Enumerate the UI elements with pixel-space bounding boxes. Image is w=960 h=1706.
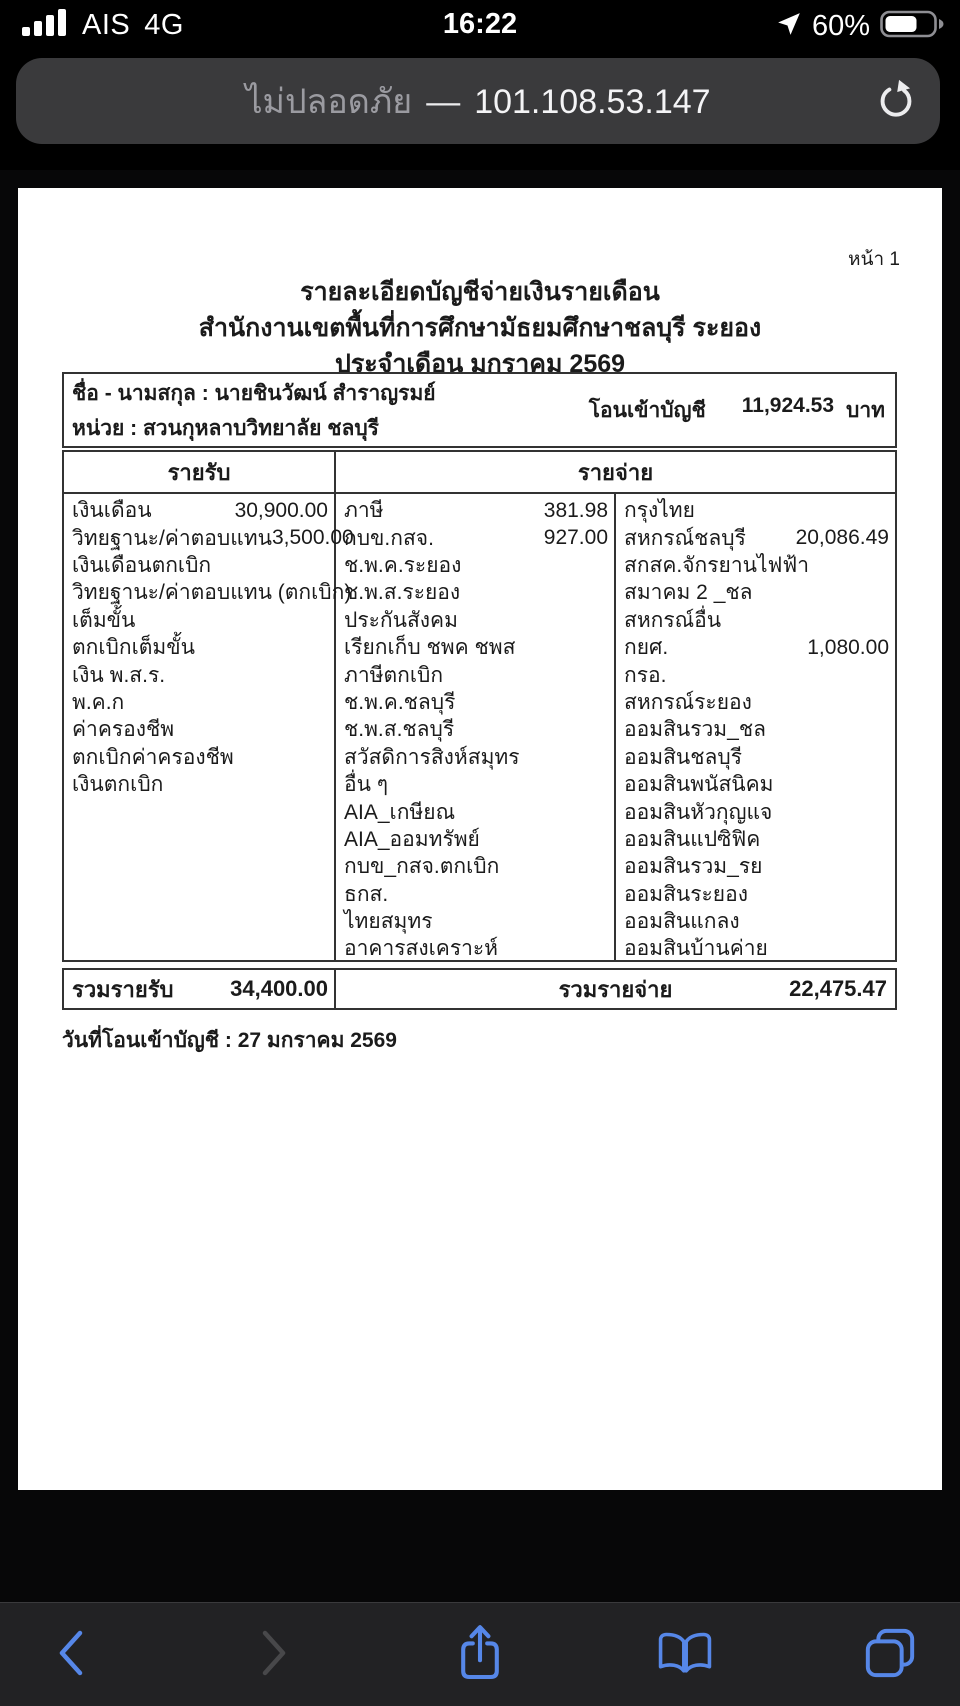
row-label: สวัสดิการสิงห์สมุทร — [344, 745, 520, 769]
row-label: ออมสินรวม_รย — [624, 855, 763, 879]
row-label: เงิน พ.ส.ร. — [72, 663, 166, 687]
table-header-row — [64, 452, 895, 494]
document-period: ประจำเดือน มกราคม 2569 — [334, 350, 626, 378]
row-amount: 3,500.00 — [271, 526, 354, 550]
payroll-table — [62, 450, 897, 962]
table-row — [336, 744, 614, 771]
carrier-label: AIS — [82, 9, 131, 41]
tabs-icon — [862, 1625, 918, 1684]
row-amount: 1,080.00 — [807, 635, 889, 659]
income-total-value: 34,400.00 — [230, 976, 328, 1001]
table-row — [336, 579, 614, 606]
reload-button[interactable] — [872, 77, 920, 125]
row-label: เต็มขั้น — [72, 608, 136, 632]
address-bar-region — [0, 48, 960, 170]
table-row — [336, 661, 614, 688]
table-row — [616, 524, 895, 551]
table-body — [64, 494, 895, 960]
table-row — [64, 552, 334, 579]
row-label: วิทยฐานะ/ค่าตอบแทน (ตกเบิก) — [72, 581, 352, 605]
row-label: ตกเบิกเต็มขั้น — [72, 636, 195, 660]
address-bar[interactable] — [16, 58, 940, 144]
table-row — [336, 880, 614, 907]
row-label: ธกส. — [344, 882, 389, 906]
back-icon — [52, 1627, 88, 1682]
table-row — [616, 744, 895, 771]
transfer-label: โอนเข้าบัญชี — [588, 398, 706, 422]
table-row — [336, 497, 614, 524]
address-text — [245, 74, 710, 128]
row-label: สหกรณ์ชลบุรี — [624, 526, 746, 550]
row-label: เงินตกเบิก — [72, 773, 164, 797]
share-icon — [457, 1623, 503, 1686]
table-row — [64, 524, 354, 551]
expense-total-label: รวมรายจ่าย — [558, 976, 673, 1002]
row-amount: 927.00 — [543, 526, 608, 550]
row-label: เรียกเก็บ ชพค ชพส — [344, 636, 516, 660]
page-number: หน้า 1 — [847, 249, 900, 270]
row-label: ภาษี — [344, 499, 384, 523]
expense-total-value: 22,475.47 — [789, 976, 887, 1001]
table-row — [64, 579, 352, 606]
reload-icon — [874, 78, 918, 125]
bookmarks-icon — [654, 1628, 716, 1681]
table-row — [616, 607, 895, 634]
table-row — [64, 771, 334, 798]
table-row — [616, 826, 895, 853]
row-label: กยศ. — [624, 636, 669, 660]
document-title: รายละเอียดบัญชีจ่ายเงินรายเดือน — [300, 278, 660, 306]
row-label: สหกรณ์อื่น — [624, 608, 722, 632]
row-label: ช.พ.ค.ระยอง — [344, 553, 462, 577]
row-label: สหกรณ์ระยอง — [624, 690, 752, 714]
battery-icon — [880, 8, 946, 45]
table-row — [336, 853, 614, 880]
table-row — [616, 552, 895, 579]
table-row — [616, 661, 895, 688]
row-label: ออมสินพนัสนิคม — [624, 773, 774, 797]
table-row — [616, 908, 895, 935]
row-label: ช.พ.ส.ระยอง — [344, 581, 461, 605]
table-row — [336, 634, 614, 661]
table-row — [616, 880, 895, 907]
row-label: AIA_ออมทรัพย์ — [344, 827, 480, 851]
row-label: สกสค.จักรยานไฟฟ้า — [624, 553, 810, 577]
table-row — [64, 634, 334, 661]
income-total-label: รวมรายรับ — [72, 976, 174, 1002]
tabs-button[interactable] — [854, 1619, 926, 1691]
table-row — [336, 716, 614, 743]
row-label: กบข.กสจ. — [344, 526, 434, 550]
row-amount: 20,086.49 — [795, 526, 889, 550]
row-label: ประกันสังคม — [344, 608, 458, 632]
table-row — [616, 497, 895, 524]
row-label: กบข_กสจ.ตกเบิก — [344, 855, 500, 879]
table-row — [616, 853, 895, 880]
table-row — [64, 716, 334, 743]
totals-row — [62, 968, 897, 1010]
row-label: เงินเดือนตกเบิก — [72, 553, 212, 577]
table-row — [64, 497, 334, 524]
row-label: ช.พ.ส.ชลบุรี — [344, 718, 455, 742]
expense-total-cell — [336, 970, 895, 1008]
document-office: สำนักงานเขตพื้นที่การศึกษามัธยมศึกษาชลบุรี ระยอง — [198, 314, 762, 342]
row-label: ตกเบิกค่าครองชีพ — [72, 745, 234, 769]
table-row — [336, 689, 614, 716]
row-label: ไทยสมุทร — [344, 910, 433, 934]
safari-toolbar — [0, 1602, 960, 1706]
table-row — [336, 607, 614, 634]
row-label: วิทยฐานะ/ค่าตอบแทน — [72, 526, 272, 550]
forward-icon — [257, 1627, 293, 1682]
row-label: ออมสินชลบุรี — [624, 745, 742, 769]
table-row — [64, 607, 334, 634]
row-label: อาคารสงเคราะห์ — [344, 937, 499, 961]
table-row — [336, 552, 614, 579]
income-column — [64, 494, 354, 960]
row-label: กรุงไทย — [624, 499, 695, 523]
table-row — [336, 524, 614, 551]
table-row — [616, 579, 895, 606]
employee-unit: หน่วย : สวนกุหลาบวิทยาลัย ชลบุรี — [72, 417, 379, 440]
url-separator: — — [426, 83, 461, 121]
expense-header: รายจ่าย — [577, 459, 654, 485]
row-label: ออมสินแกลง — [624, 910, 740, 934]
row-label: อื่น ๆ — [344, 773, 389, 797]
row-label: ช.พ.ค.ชลบุรี — [344, 690, 456, 714]
bookmarks-button[interactable] — [649, 1619, 721, 1691]
payroll-document — [18, 188, 942, 1490]
forward-button[interactable] — [239, 1619, 311, 1691]
table-row — [64, 661, 334, 688]
transfer-summary — [589, 374, 885, 446]
table-row — [64, 689, 334, 716]
table-row — [616, 689, 895, 716]
transfer-date: วันที่โอนเข้าบัญชี : 27 มกราคม 2569 — [62, 1029, 397, 1052]
transfer-currency: บาท — [846, 398, 885, 422]
row-label: พ.ค.ก — [72, 690, 125, 714]
row-label: กรอ. — [624, 663, 667, 687]
table-row — [336, 935, 614, 962]
status-right-cluster — [776, 8, 946, 45]
income-header: รายรับ — [64, 452, 336, 492]
table-row — [616, 771, 895, 798]
row-label: ออมสินหัวกุญแจ — [624, 800, 773, 824]
transfer-amount: 11,924.53 — [741, 393, 835, 417]
table-row — [616, 716, 895, 743]
employee-info-box — [62, 372, 897, 448]
row-label: สมาคม 2 _ชล — [624, 581, 753, 605]
row-label: ออมสินบ้านค่าย — [624, 937, 768, 961]
share-button[interactable] — [444, 1619, 516, 1691]
table-row — [64, 744, 334, 771]
table-row — [616, 634, 895, 661]
row-amount: 30,900.00 — [234, 498, 328, 522]
clock: 16:22 — [442, 8, 518, 40]
table-row — [336, 826, 614, 853]
income-total-cell — [64, 970, 336, 1008]
location-arrow-icon — [776, 11, 802, 42]
row-label: ออมสินรวม_ชล — [624, 718, 766, 742]
url-host: 101.108.53.147 — [474, 83, 711, 121]
browser-viewport — [0, 170, 960, 1602]
expense-column-first — [336, 494, 616, 960]
table-row — [336, 771, 614, 798]
row-label: ออมสินระยอง — [624, 882, 748, 906]
employee-identity — [72, 376, 436, 446]
status-bar — [0, 0, 960, 48]
row-label: เงินเดือน — [72, 499, 152, 523]
row-label: AIA_เกษียณ — [344, 800, 456, 824]
table-row — [336, 798, 614, 825]
battery-percent-label: 60% — [811, 10, 870, 42]
back-button[interactable] — [34, 1619, 106, 1691]
network-label: 4G — [144, 9, 184, 41]
row-amount: 381.98 — [543, 498, 608, 522]
row-label: ค่าครองชีพ — [72, 718, 175, 742]
employee-name: ชื่อ - นามสกุล : นายชินวัฒน์ สำราญรมย์ — [72, 382, 436, 405]
row-label: ออมสินแปซิฟิค — [624, 827, 761, 851]
table-row — [616, 935, 895, 962]
security-label: ไม่ปลอดภัย — [245, 83, 413, 121]
table-row — [336, 908, 614, 935]
expense-column-second — [616, 494, 895, 960]
table-row — [616, 798, 895, 825]
row-label: ภาษีตกเบิก — [344, 663, 444, 687]
